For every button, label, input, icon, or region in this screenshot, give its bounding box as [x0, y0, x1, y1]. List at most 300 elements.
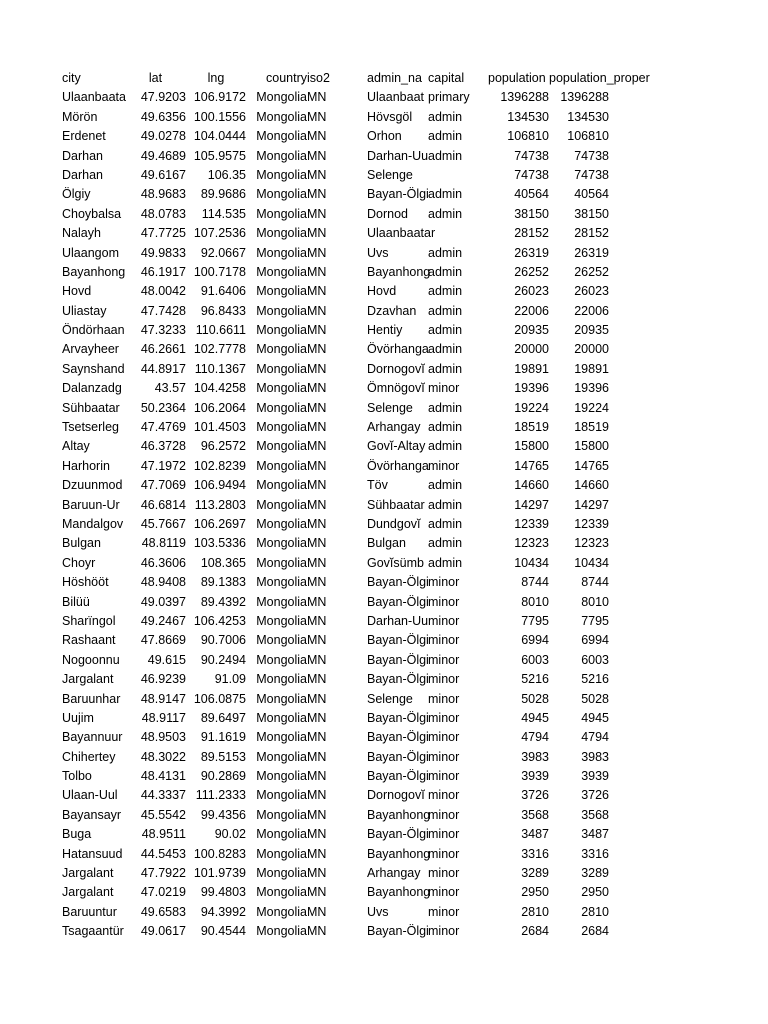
cell-admin-name[interactable]: Bayan-Ölgi [367, 575, 429, 590]
cell-population[interactable]: 2810 [521, 904, 549, 919]
cell-admin-name[interactable]: Sühbaatar [367, 497, 425, 512]
cell-population[interactable]: 74738 [514, 148, 549, 163]
cell-population-proper[interactable]: 6003 [581, 652, 609, 667]
cell-lat[interactable]: 49.2467 [140, 613, 186, 628]
cell-lng[interactable]: 90.2494 [200, 652, 246, 667]
cell-population[interactable]: 20000 [514, 342, 549, 357]
cell-iso2[interactable]: MN [307, 613, 327, 628]
cell-city[interactable]: Sharïngol [62, 613, 116, 628]
cell-admin-name[interactable]: Bayan-Ölgi [367, 827, 429, 842]
cell-capital[interactable]: minor [428, 807, 460, 822]
cell-lat[interactable]: 49.9833 [140, 245, 186, 260]
cell-population[interactable]: 20935 [514, 323, 549, 338]
cell-admin-name[interactable]: Dornod [367, 206, 408, 221]
cell-country[interactable]: Mongolia [256, 710, 307, 725]
cell-lng[interactable]: 106.2697 [193, 516, 246, 531]
cell-population[interactable]: 3568 [521, 807, 549, 822]
cell-population[interactable]: 5216 [521, 672, 549, 687]
cell-city[interactable]: Jargalant [62, 672, 114, 687]
cell-lat[interactable]: 47.8669 [140, 633, 186, 648]
cell-population[interactable]: 3289 [521, 866, 549, 881]
cell-population[interactable]: 28152 [514, 226, 549, 241]
cell-population-proper[interactable]: 4794 [581, 730, 609, 745]
cell-population-proper[interactable]: 2950 [581, 885, 609, 900]
cell-city[interactable]: Ölgiy [62, 187, 91, 202]
cell-lng[interactable]: 91.1619 [200, 730, 246, 745]
cell-country[interactable]: Mongolia [256, 323, 307, 338]
cell-admin-name[interactable]: Ulaanbaatar [367, 226, 436, 241]
cell-lng[interactable]: 100.8283 [193, 846, 246, 861]
cell-population-proper[interactable]: 26319 [574, 245, 609, 260]
cell-population-proper[interactable]: 40564 [574, 187, 609, 202]
cell-admin-name[interactable]: Bayanhong [367, 885, 431, 900]
cell-lat[interactable]: 46.9239 [140, 672, 186, 687]
cell-country[interactable]: Mongolia [256, 245, 307, 260]
cell-admin-name[interactable]: Bayanhong [367, 846, 431, 861]
cell-city[interactable]: Tsetserleg [62, 420, 119, 435]
cell-lat[interactable]: 46.3606 [140, 555, 186, 570]
cell-population[interactable]: 19224 [514, 400, 549, 415]
cell-capital[interactable]: admin [428, 284, 463, 299]
cell-city[interactable]: Ulaan-Uul [62, 788, 118, 803]
cell-lat[interactable]: 48.9511 [141, 827, 186, 842]
header-population[interactable]: population [488, 71, 546, 85]
cell-lat[interactable]: 44.8917 [140, 361, 186, 376]
cell-population[interactable]: 106810 [507, 129, 549, 144]
cell-country[interactable]: Mongolia [256, 439, 307, 454]
cell-capital[interactable]: minor [428, 652, 460, 667]
cell-capital[interactable]: admin [428, 206, 463, 221]
header-capital[interactable]: capital [428, 71, 465, 85]
cell-lat[interactable]: 49.0397 [140, 594, 186, 609]
cell-lat[interactable]: 46.2661 [140, 342, 186, 357]
cell-capital[interactable]: admin [428, 303, 463, 318]
cell-admin-name[interactable]: Övörhanga [367, 458, 429, 473]
cell-admin-name[interactable]: Dornogovĭ [367, 788, 425, 803]
cell-country[interactable]: Mongolia [256, 284, 307, 299]
cell-iso2[interactable]: MN [307, 284, 327, 299]
cell-capital[interactable]: admin [428, 400, 463, 415]
cell-population-proper[interactable]: 22006 [574, 303, 609, 318]
cell-admin-name[interactable]: Darhan-Uu [367, 148, 429, 163]
cell-admin-name[interactable]: Bayanhong [367, 807, 431, 822]
cell-capital[interactable]: admin [428, 323, 463, 338]
cell-iso2[interactable]: MN [307, 555, 327, 570]
cell-city[interactable]: Baruunhar [62, 691, 121, 706]
cell-admin-name[interactable]: Bayan-Ölgi [367, 769, 429, 784]
cell-lng[interactable]: 89.5153 [200, 749, 246, 764]
cell-population-proper[interactable]: 14765 [574, 458, 609, 473]
cell-lng[interactable]: 106.35 [207, 167, 246, 182]
cell-country[interactable]: Mongolia [256, 458, 307, 473]
cell-city[interactable]: Öndörhaan [62, 323, 125, 338]
cell-population-proper[interactable]: 14660 [574, 478, 609, 493]
cell-population-proper[interactable]: 3316 [581, 846, 609, 861]
cell-country[interactable]: Mongolia [256, 924, 307, 939]
cell-lat[interactable]: 44.5453 [140, 846, 186, 861]
cell-lat[interactable]: 46.6814 [140, 497, 186, 512]
cell-population[interactable]: 6003 [521, 652, 549, 667]
cell-country[interactable]: Mongolia [256, 342, 307, 357]
cell-iso2[interactable]: MN [307, 885, 327, 900]
cell-country[interactable]: Mongolia [256, 361, 307, 376]
cell-iso2[interactable]: MN [307, 749, 327, 764]
cell-iso2[interactable]: MN [307, 788, 327, 803]
cell-city[interactable]: Arvayheer [62, 342, 119, 357]
cell-iso2[interactable]: MN [307, 303, 327, 318]
cell-capital[interactable]: admin [428, 555, 463, 570]
cell-lat[interactable]: 49.4689 [140, 148, 186, 163]
cell-lat[interactable]: 49.6583 [140, 904, 186, 919]
cell-lng[interactable]: 90.02 [214, 827, 246, 842]
cell-country[interactable]: Mongolia [256, 846, 307, 861]
cell-lat[interactable]: 45.7667 [140, 516, 186, 531]
cell-capital[interactable]: minor [428, 613, 460, 628]
cell-population[interactable]: 12323 [514, 536, 549, 551]
cell-lat[interactable]: 47.7069 [140, 478, 186, 493]
cell-lat[interactable]: 47.9203 [140, 90, 186, 105]
cell-population[interactable]: 4945 [521, 710, 549, 725]
cell-population[interactable]: 14297 [514, 497, 549, 512]
cell-lng[interactable]: 104.4258 [193, 381, 246, 396]
cell-lng[interactable]: 90.2869 [200, 769, 246, 784]
cell-capital[interactable]: minor [428, 846, 460, 861]
cell-city[interactable]: Bayannuur [62, 730, 123, 745]
cell-lat[interactable]: 48.0783 [140, 206, 186, 221]
cell-lng[interactable]: 106.0875 [193, 691, 246, 706]
cell-iso2[interactable]: MN [307, 206, 327, 221]
cell-admin-name[interactable]: Govĭ-Altay [367, 439, 426, 454]
cell-population-proper[interactable]: 3726 [581, 788, 609, 803]
cell-capital[interactable]: admin [428, 478, 463, 493]
cell-capital[interactable]: minor [428, 866, 460, 881]
cell-country[interactable]: Mongolia [256, 652, 307, 667]
cell-population-proper[interactable]: 26023 [574, 284, 609, 299]
cell-country[interactable]: Mongolia [256, 264, 307, 279]
cell-admin-name[interactable]: Govĭsümb [367, 555, 424, 570]
cell-capital[interactable]: admin [428, 516, 463, 531]
cell-iso2[interactable]: MN [307, 167, 327, 182]
cell-population-proper[interactable]: 74738 [574, 148, 609, 163]
cell-country[interactable]: Mongolia [256, 672, 307, 687]
cell-city[interactable]: Darhan [62, 148, 103, 163]
cell-country[interactable]: Mongolia [256, 730, 307, 745]
cell-lng[interactable]: 89.6497 [200, 710, 246, 725]
cell-admin-name[interactable]: Övörhanga [367, 342, 429, 357]
cell-capital[interactable]: minor [428, 691, 460, 706]
cell-capital[interactable]: minor [428, 730, 460, 745]
cell-lng[interactable]: 101.9739 [193, 866, 246, 881]
header-lng[interactable]: lng [207, 71, 225, 85]
cell-iso2[interactable]: MN [307, 264, 327, 279]
cell-admin-name[interactable]: Bayan-Ölgi [367, 652, 429, 667]
cell-population[interactable]: 26252 [514, 264, 549, 279]
cell-lat[interactable]: 47.3233 [140, 323, 186, 338]
cell-capital[interactable]: minor [428, 788, 460, 803]
cell-capital[interactable]: admin [428, 342, 463, 357]
cell-capital[interactable]: admin [428, 245, 463, 260]
cell-iso2[interactable]: MN [307, 652, 327, 667]
cell-iso2[interactable]: MN [307, 381, 327, 396]
cell-population[interactable]: 3726 [521, 788, 549, 803]
cell-population-proper[interactable]: 38150 [574, 206, 609, 221]
cell-lng[interactable]: 106.2064 [193, 400, 246, 415]
cell-capital[interactable]: minor [428, 633, 460, 648]
cell-population-proper[interactable]: 2684 [581, 924, 609, 939]
cell-admin-name[interactable]: Ömnögovĭ [367, 381, 425, 396]
cell-lng[interactable]: 89.9686 [200, 187, 246, 202]
cell-city[interactable]: Saynshand [62, 361, 125, 376]
cell-population-proper[interactable]: 74738 [574, 167, 609, 182]
cell-lat[interactable]: 47.7922 [140, 866, 186, 881]
cell-population[interactable]: 6994 [521, 633, 549, 648]
cell-capital[interactable]: minor [428, 885, 460, 900]
cell-capital[interactable]: admin [428, 109, 463, 124]
cell-population[interactable]: 18519 [514, 420, 549, 435]
cell-admin-name[interactable]: Orhon [367, 129, 402, 144]
cell-city[interactable]: Jargalant [62, 885, 114, 900]
cell-iso2[interactable]: MN [307, 400, 327, 415]
cell-lng[interactable]: 110.6611 [195, 323, 246, 338]
cell-iso2[interactable]: MN [307, 769, 327, 784]
cell-capital[interactable] [428, 166, 488, 185]
cell-city[interactable]: Dzuunmod [62, 478, 123, 493]
cell-population-proper[interactable]: 18519 [574, 420, 609, 435]
cell-capital[interactable]: admin [428, 129, 463, 144]
cell-lat[interactable]: 43.57 [154, 381, 186, 396]
cell-lat[interactable]: 47.1972 [140, 458, 186, 473]
cell-capital[interactable]: admin [428, 361, 463, 376]
cell-country[interactable]: Mongolia [256, 206, 307, 221]
cell-population-proper[interactable]: 28152 [574, 226, 609, 241]
cell-iso2[interactable]: MN [307, 226, 327, 241]
cell-lng[interactable]: 104.0444 [193, 129, 246, 144]
cell-country[interactable]: Mongolia [256, 633, 307, 648]
cell-iso2[interactable]: MN [307, 148, 327, 163]
cell-capital[interactable]: admin [428, 439, 463, 454]
cell-city[interactable]: Ulaangom [62, 245, 119, 260]
cell-lat[interactable]: 49.615 [147, 652, 186, 667]
cell-iso2[interactable]: MN [307, 575, 327, 590]
cell-lng[interactable]: 91.6406 [200, 284, 246, 299]
cell-lng[interactable]: 110.1367 [194, 361, 246, 376]
cell-iso2[interactable]: MN [307, 633, 327, 648]
cell-population-proper[interactable]: 2810 [581, 904, 609, 919]
cell-city[interactable]: Bilüü [62, 594, 90, 609]
cell-lng[interactable]: 99.4803 [200, 885, 246, 900]
cell-country[interactable]: Mongolia [256, 187, 307, 202]
cell-capital[interactable]: minor [428, 827, 460, 842]
cell-population[interactable]: 3316 [521, 846, 549, 861]
cell-population[interactable]: 5028 [521, 691, 549, 706]
cell-lat[interactable]: 47.7428 [140, 303, 186, 318]
cell-capital[interactable]: admin [428, 497, 463, 512]
cell-population[interactable]: 1396288 [500, 90, 549, 105]
cell-population-proper[interactable]: 19891 [574, 361, 609, 376]
cell-admin-name[interactable]: Darhan-Uu [367, 613, 429, 628]
cell-iso2[interactable]: MN [307, 342, 327, 357]
cell-population-proper[interactable]: 134530 [567, 109, 609, 124]
cell-country[interactable]: Mongolia [256, 109, 307, 124]
cell-admin-name[interactable]: Töv [367, 478, 388, 493]
cell-population-proper[interactable]: 3983 [581, 749, 609, 764]
cell-iso2[interactable]: MN [307, 516, 327, 531]
header-lat[interactable]: lat [148, 71, 163, 85]
cell-country[interactable]: Mongolia [256, 381, 307, 396]
cell-admin-name[interactable]: Selenge [367, 691, 413, 706]
cell-iso2[interactable]: MN [307, 323, 327, 338]
cell-iso2[interactable]: MN [307, 924, 327, 939]
cell-country[interactable]: Mongolia [256, 807, 307, 822]
cell-city[interactable]: Altay [62, 439, 90, 454]
cell-population[interactable]: 8744 [521, 575, 549, 590]
cell-admin-name[interactable]: Bulgan [367, 536, 406, 551]
cell-city[interactable]: Hatansuud [62, 846, 123, 861]
cell-lat[interactable]: 47.0219 [140, 885, 186, 900]
cell-iso2[interactable]: MN [307, 420, 327, 435]
cell-population-proper[interactable]: 6994 [581, 633, 609, 648]
header-country[interactable]: country [266, 71, 307, 85]
cell-lat[interactable]: 48.9503 [140, 730, 186, 745]
cell-city[interactable]: Baruun-Ur [62, 497, 120, 512]
cell-admin-name[interactable]: Hövsgöl [367, 109, 413, 124]
cell-iso2[interactable]: MN [307, 710, 327, 725]
cell-population[interactable]: 22006 [514, 303, 549, 318]
cell-capital[interactable]: minor [428, 904, 460, 919]
cell-iso2[interactable]: MN [307, 536, 327, 551]
cell-admin-name[interactable]: Selenge [367, 400, 413, 415]
cell-city[interactable]: Choybalsa [62, 206, 122, 221]
cell-iso2[interactable]: MN [307, 904, 327, 919]
cell-admin-name[interactable]: Uvs [367, 904, 389, 919]
cell-admin-name[interactable]: Dzavhan [367, 303, 417, 318]
cell-city[interactable]: Rashaant [62, 633, 116, 648]
cell-country[interactable]: Mongolia [256, 148, 307, 163]
cell-lat[interactable]: 48.9117 [141, 710, 186, 725]
cell-admin-name[interactable]: Selenge [367, 167, 413, 182]
cell-population-proper[interactable]: 3487 [581, 827, 609, 842]
cell-lng[interactable]: 96.2572 [200, 439, 246, 454]
cell-population-proper[interactable]: 10434 [574, 555, 609, 570]
cell-lng[interactable]: 100.7178 [193, 264, 246, 279]
cell-population-proper[interactable]: 20935 [574, 323, 609, 338]
cell-admin-name[interactable]: Hovd [367, 284, 397, 299]
cell-country[interactable]: Mongolia [256, 827, 307, 842]
cell-population-proper[interactable]: 3568 [581, 807, 609, 822]
cell-lng[interactable]: 89.4392 [200, 594, 246, 609]
cell-iso2[interactable]: MN [307, 672, 327, 687]
cell-iso2[interactable]: MN [307, 245, 327, 260]
cell-lng[interactable]: 102.8239 [193, 458, 246, 473]
cell-city[interactable]: Höshööt [62, 575, 109, 590]
cell-admin-name[interactable]: Bayan-Ölgi [367, 633, 429, 648]
cell-iso2[interactable]: MN [307, 187, 327, 202]
cell-population[interactable]: 14660 [514, 478, 549, 493]
cell-lng[interactable]: 101.4503 [193, 420, 246, 435]
cell-lng[interactable]: 108.365 [200, 555, 246, 570]
cell-city[interactable]: Baruuntur [62, 904, 117, 919]
cell-admin-name[interactable]: Bayan-Ölgi [367, 924, 429, 939]
cell-admin-name[interactable]: Ulaanbaat [367, 90, 424, 105]
cell-population[interactable]: 15800 [514, 439, 549, 454]
cell-city[interactable]: Nogoonnu [62, 652, 120, 667]
cell-lat[interactable]: 49.6356 [140, 109, 186, 124]
cell-lat[interactable]: 48.9147 [140, 691, 186, 706]
cell-city[interactable]: Dalanzadg [62, 381, 122, 396]
cell-country[interactable]: Mongolia [256, 400, 307, 415]
cell-population-proper[interactable]: 26252 [574, 264, 609, 279]
cell-capital[interactable]: primary [428, 90, 470, 105]
cell-country[interactable]: Mongolia [256, 866, 307, 881]
cell-population-proper[interactable]: 12339 [574, 516, 609, 531]
cell-population-proper[interactable]: 15800 [574, 439, 609, 454]
cell-country[interactable]: Mongolia [256, 90, 307, 105]
header-population-proper[interactable]: population_proper [549, 71, 650, 85]
cell-population[interactable]: 12339 [514, 516, 549, 531]
cell-population-proper[interactable]: 1396288 [560, 90, 609, 105]
cell-city[interactable]: Erdenet [62, 129, 106, 144]
header-iso2[interactable]: iso2 [307, 71, 330, 85]
cell-city[interactable]: Mörön [62, 109, 98, 124]
cell-population-proper[interactable]: 14297 [574, 497, 609, 512]
cell-city[interactable]: Sühbaatar [62, 400, 120, 415]
cell-population-proper[interactable]: 19396 [574, 381, 609, 396]
cell-population[interactable]: 40564 [514, 187, 549, 202]
cell-admin-name[interactable]: Bayan-Ölgi [367, 187, 429, 202]
cell-lat[interactable]: 46.3728 [140, 439, 186, 454]
cell-iso2[interactable]: MN [307, 439, 327, 454]
cell-population[interactable]: 134530 [507, 109, 549, 124]
cell-iso2[interactable]: MN [307, 866, 327, 881]
cell-city[interactable]: Chihertey [62, 749, 116, 764]
cell-country[interactable]: Mongolia [256, 303, 307, 318]
cell-capital[interactable]: minor [428, 458, 460, 473]
cell-population[interactable]: 26023 [514, 284, 549, 299]
cell-population[interactable]: 3983 [521, 749, 549, 764]
cell-population[interactable]: 14765 [514, 458, 549, 473]
header-city[interactable]: city [62, 71, 81, 85]
cell-admin-name[interactable]: Uvs [367, 245, 389, 260]
cell-population[interactable]: 10434 [514, 555, 549, 570]
cell-lng[interactable]: 114.535 [201, 206, 246, 221]
cell-country[interactable]: Mongolia [256, 420, 307, 435]
cell-iso2[interactable]: MN [307, 827, 327, 842]
cell-country[interactable]: Mongolia [256, 516, 307, 531]
cell-country[interactable]: Mongolia [256, 536, 307, 551]
cell-admin-name[interactable]: Dundgovĭ [367, 516, 421, 531]
cell-capital[interactable]: minor [428, 924, 460, 939]
cell-population[interactable]: 4794 [521, 730, 549, 745]
cell-population[interactable]: 7795 [521, 613, 549, 628]
cell-city[interactable]: Tolbo [62, 769, 92, 784]
cell-population[interactable]: 38150 [514, 206, 549, 221]
cell-lat[interactable]: 49.6167 [140, 167, 186, 182]
cell-city[interactable]: Tsagaantür [62, 924, 124, 939]
cell-population[interactable]: 74738 [514, 167, 549, 182]
cell-population[interactable]: 3939 [521, 769, 549, 784]
cell-lng[interactable]: 90.7006 [200, 633, 246, 648]
cell-iso2[interactable]: MN [307, 458, 327, 473]
cell-population[interactable]: 2950 [521, 885, 549, 900]
cell-population-proper[interactable]: 8010 [581, 594, 609, 609]
cell-city[interactable]: Hovd [62, 284, 92, 299]
cell-population[interactable]: 19891 [514, 361, 549, 376]
cell-population-proper[interactable]: 12323 [574, 536, 609, 551]
cell-country[interactable]: Mongolia [256, 575, 307, 590]
cell-iso2[interactable]: MN [307, 478, 327, 493]
cell-city[interactable]: Darhan [62, 167, 103, 182]
header-admin-name[interactable]: admin_na [367, 71, 422, 85]
